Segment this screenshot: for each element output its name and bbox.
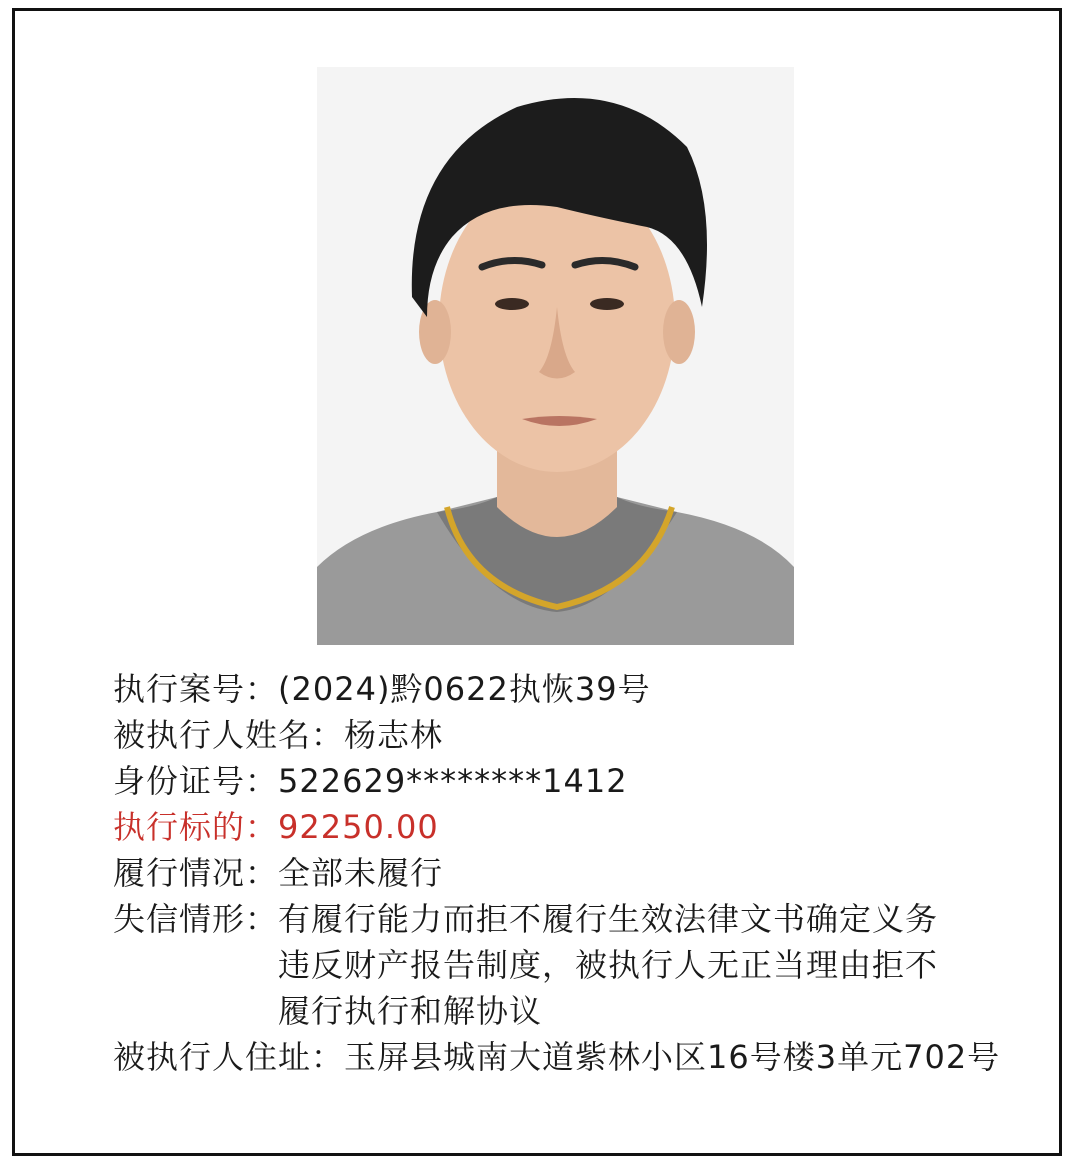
amount-value: 92250.00 [278, 808, 439, 846]
address-label: 被执行人住址： [113, 1038, 345, 1076]
portrait-image [317, 67, 794, 645]
id-number-label: 身份证号： [113, 762, 279, 800]
case-number-value: (2024)黔0622执恢39号 [278, 670, 651, 708]
case-number-row [113, 666, 1013, 712]
performance-row [113, 850, 1013, 896]
amount-label: 执行标的： [113, 808, 279, 846]
amount-row [113, 804, 1013, 850]
id-number-value: 522629********1412 [278, 762, 628, 800]
name-value: 杨志林 [344, 716, 444, 754]
name-row [113, 712, 1013, 758]
dishonesty-label: 失信情形： [113, 900, 279, 938]
name-label: 被执行人姓名： [113, 716, 345, 754]
id-number-row [113, 758, 1013, 804]
dishonesty-line-2: 违反财产报告制度，被执行人无正当理由拒不 [278, 946, 939, 984]
case-number-label: 执行案号： [113, 670, 279, 708]
portrait-photo [317, 67, 794, 645]
address-value: 玉屏县城南大道紫林小区16号楼3单元702号 [344, 1038, 1001, 1076]
dishonesty-line-3: 履行执行和解协议 [278, 992, 543, 1030]
dishonesty-value [278, 896, 978, 1034]
address-row [113, 1034, 1013, 1080]
dishonesty-line-1: 有履行能力而拒不履行生效法律文书确定义务 [278, 900, 939, 938]
dishonesty-row [113, 896, 1013, 1034]
performance-label: 履行情况： [113, 854, 279, 892]
debtor-info [113, 666, 1013, 1080]
performance-value: 全部未履行 [278, 854, 444, 892]
